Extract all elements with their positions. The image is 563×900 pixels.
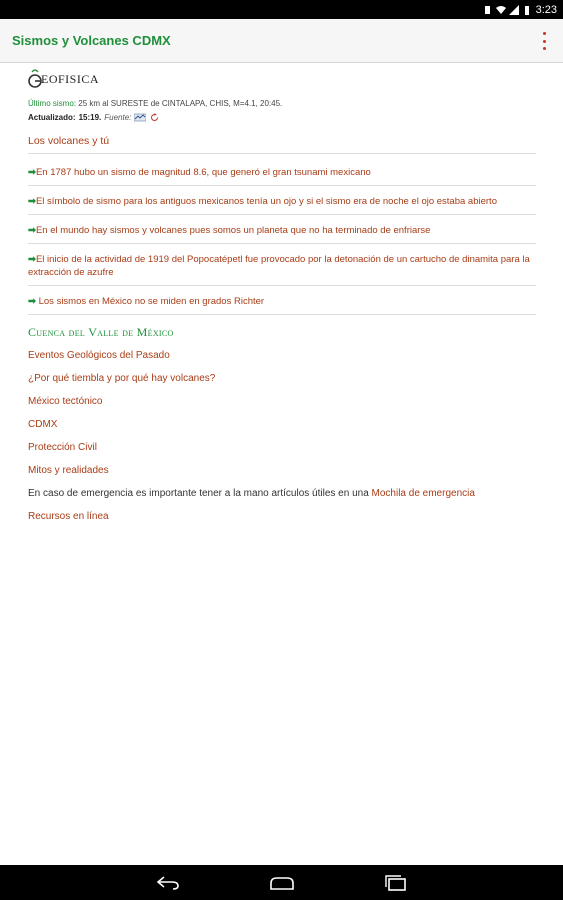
back-icon[interactable] <box>154 873 182 893</box>
last-quake-info <box>28 98 536 109</box>
status-bar <box>0 0 563 19</box>
basin-title: Cuenca del Valle de México <box>28 325 174 339</box>
arrow-right-icon: ➡ <box>28 167 36 178</box>
updated-label: Actualizado: <box>28 113 76 122</box>
wifi-icon <box>496 5 506 15</box>
updated-time: 15:19. <box>78 113 102 122</box>
arrow-right-icon: ➡ <box>28 254 36 265</box>
navigation-bar <box>0 865 563 900</box>
emergency-note <box>28 488 536 499</box>
updated-info <box>28 112 536 123</box>
link-cdmx[interactable]: CDMX <box>28 419 58 430</box>
fact-text: Los sismos en México no se miden en grados Richter <box>35 296 265 307</box>
logo-text: EOFISICA <box>41 72 100 86</box>
emergency-text: En caso de emergencia es importante tener a la mano artículos útiles en una <box>28 488 372 499</box>
fact-item[interactable] <box>28 221 536 244</box>
clock: 3:23 <box>535 3 557 16</box>
fact-text: El inicio de la actividad de 1919 del Popocatépetl fue provocado por la detonación de un cartucho de dinamita para la extracción de azufre <box>28 254 530 278</box>
fact-text: En el mundo hay sismos y volcanes pues somos un planeta que no ha terminado de enfriarse <box>35 225 431 236</box>
fact-item[interactable] <box>28 292 536 315</box>
main-content <box>28 66 536 522</box>
fact-item[interactable] <box>28 250 536 286</box>
home-icon[interactable] <box>268 873 296 893</box>
refresh-icon[interactable] <box>150 113 159 122</box>
link-emergency-backpack[interactable]: Mochila de emergencia <box>371 488 475 499</box>
last-quake-text: 25 km al SURESTE de CINTALAPA, CHIS, M=4.1, 20:45. <box>78 99 283 108</box>
status-icons <box>483 5 532 15</box>
fact-text: En 1787 hubo un sismo de magnitud 8.6, que generó el gran tsunami mexicano <box>35 167 371 178</box>
fact-item[interactable] <box>28 192 536 215</box>
fact-text: El símbolo de sismo para los antiguos mexicanos tenía un ojo y si el sismo era de noche el ojo estaba abierto <box>35 196 497 207</box>
fact-item[interactable] <box>28 163 536 186</box>
overflow-menu-icon[interactable] <box>541 32 547 50</box>
app-bar <box>0 19 563 63</box>
link-past-geological-events[interactable]: Eventos Geológicos del Pasado <box>28 350 170 361</box>
arrow-right-icon: ➡ <box>28 196 36 207</box>
ssn-source-icon[interactable] <box>134 113 146 122</box>
link-why-quakes-volcanoes[interactable]: ¿Por qué tiembla y por qué hay volcanes? <box>28 373 216 384</box>
geofisica-logo[interactable] <box>28 66 99 92</box>
geofisica-logo-mark <box>28 68 42 92</box>
battery-icon <box>522 5 532 15</box>
app-title: Sismos y Volcanes CDMX <box>12 33 171 48</box>
last-quake-label: Último sismo: <box>28 99 77 108</box>
link-online-resources[interactable]: Recursos en línea <box>28 511 109 522</box>
volcanoes-section-link[interactable]: Los volcanes y tú <box>28 135 536 154</box>
arrow-right-icon: ➡ <box>28 296 36 307</box>
facts-list <box>28 163 536 315</box>
link-civil-protection[interactable]: Protección Civil <box>28 442 97 453</box>
link-myths-realities[interactable]: Mitos y realidades <box>28 465 109 476</box>
recents-icon[interactable] <box>382 873 410 893</box>
signal-icon <box>509 5 519 15</box>
arrow-right-icon: ➡ <box>28 225 36 236</box>
notification-icon <box>483 5 493 15</box>
source-label: Fuente: <box>104 113 132 122</box>
link-tectonic-mexico[interactable]: México tectónico <box>28 396 103 407</box>
